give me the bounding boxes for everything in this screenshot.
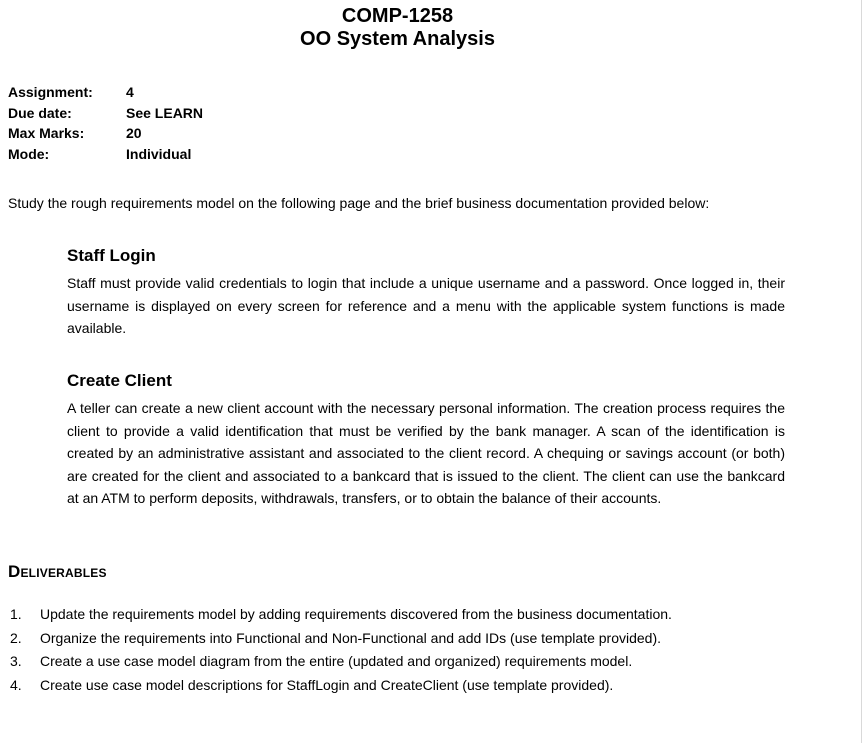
course-code: COMP-1258	[341, 5, 454, 27]
meta-label: Mode:	[8, 145, 50, 162]
section-staff-login	[67, 246, 785, 340]
section-heading: Create Client	[67, 371, 172, 390]
assignment-meta	[8, 84, 203, 166]
list-item	[10, 677, 672, 701]
list-item	[10, 606, 672, 630]
deliverables-list	[10, 606, 672, 700]
meta-value: 20	[126, 125, 142, 141]
page-edge	[861, 0, 862, 743]
list-text: Create a use case model diagram from the entire (updated and organized) requirements model.	[40, 653, 633, 669]
meta-row-max-marks	[8, 125, 203, 146]
meta-row-due-date	[8, 105, 203, 126]
list-item	[10, 653, 672, 677]
list-text: Update the requirements model by adding requirements discovered from the business documentation.	[40, 606, 672, 622]
meta-row-assignment	[8, 84, 203, 105]
list-number: 1.	[10, 606, 22, 622]
list-text: Create use case model descriptions for StaffLogin and CreateClient (use template provided).	[40, 676, 614, 693]
section-body: A teller can create a new client account with the necessary personal information. The creation process requires the client to provide a valid identification that must be verified by the bank manager. A scan of the identification is created by an administrative assistant and associated to the client record. A chequing or savings account (or both) are created for the client and associated to a bankcard that is issued to the client. The client can use the bankcard at an ATM to perform deposits, withdrawals, transfers, or to obtain the balance of their accounts.	[67, 400, 785, 507]
meta-label: Max Marks:	[8, 125, 85, 141]
list-number: 3.	[10, 653, 22, 669]
meta-value: See LEARN	[126, 104, 204, 121]
list-item	[10, 630, 672, 654]
meta-value: Individual	[126, 145, 192, 162]
meta-row-mode	[8, 146, 203, 167]
list-text: Organize the requirements into Functional and Non-Functional and add IDs (use template provided).	[40, 629, 662, 646]
section-create-client	[67, 371, 785, 510]
meta-label: Due date:	[8, 104, 72, 121]
list-number: 2.	[10, 629, 22, 646]
meta-value: 4	[126, 84, 134, 100]
deliverables-heading: Deliverables	[8, 562, 107, 581]
intro-text: Study the rough requirements model on the following page and the brief business documentation provided below:	[8, 195, 710, 211]
course-name: OO System Analysis	[300, 28, 495, 50]
meta-label: Assignment:	[8, 84, 93, 100]
section-heading: Staff Login	[67, 246, 156, 265]
list-number: 4.	[10, 676, 22, 693]
section-body: Staff must provide valid credentials to login that include a unique username and a password. Once logged in, their username is displayed on every screen for reference and a menu with the applicable system functions is made available.	[67, 275, 785, 337]
